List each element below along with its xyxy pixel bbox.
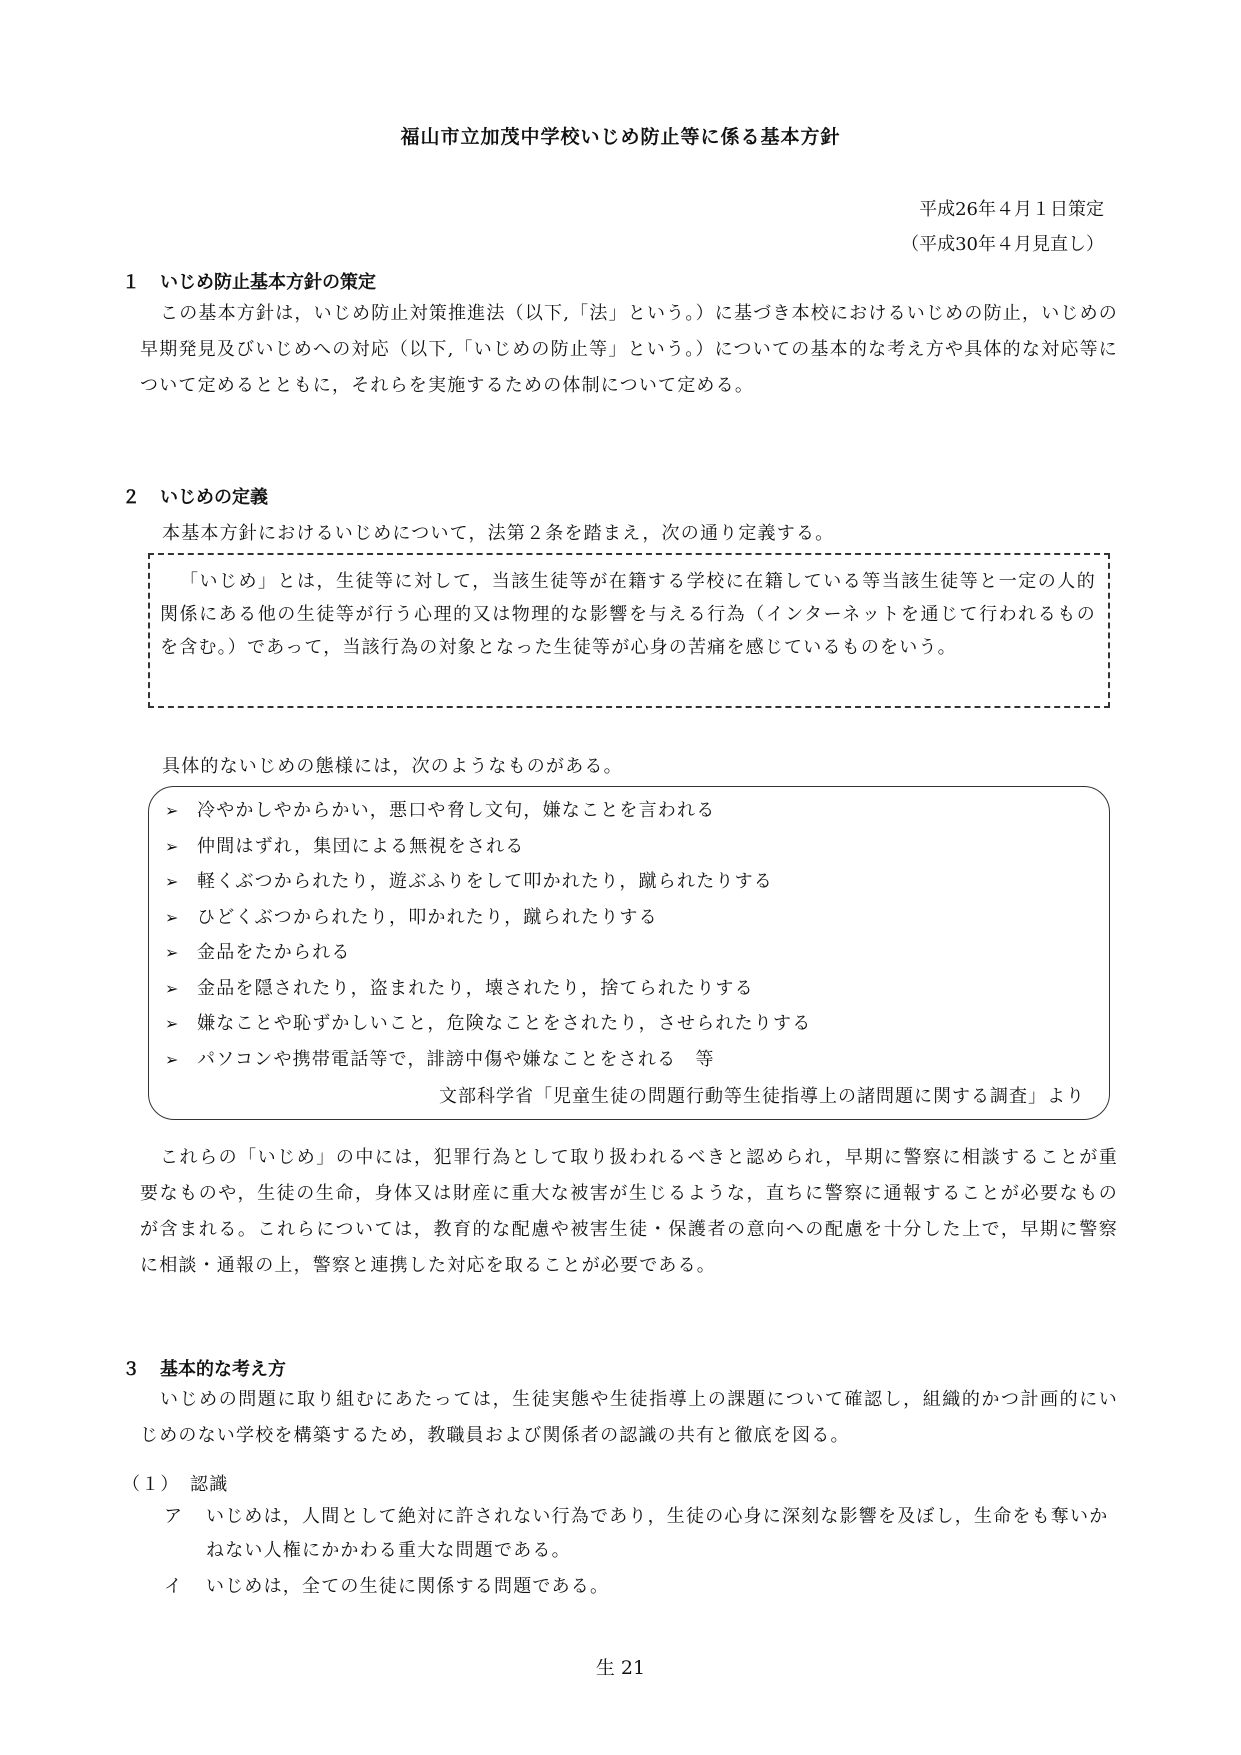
section-1-number: １ — [122, 272, 140, 293]
arrow-bullet-icon: ➢ — [165, 872, 180, 891]
list-item: ➢ 金品をたかられる — [165, 935, 811, 971]
list-item — [164, 1500, 1118, 1568]
section-2-intro: 本基本方針におけるいじめについて，法第２条を踏まえ，次の通り定義する。 — [162, 523, 835, 544]
section-2-number: ２ — [122, 487, 140, 508]
arrow-bullet-icon: ➢ — [165, 1014, 180, 1033]
list-item — [164, 1570, 1118, 1604]
list-item: ➢ 仲間はずれ，集団による無視をされる — [165, 829, 811, 865]
arrow-bullet-icon: ➢ — [165, 943, 180, 962]
examples-box — [148, 786, 1110, 1120]
section-3-text: いじめの問題に取り組むにあたっては，生徒実態や生徒指導上の課題について確認し，組織的かつ計画的にいじめのない学校を構築するため，教職員および関係者の認識の共有と徹底を図る。 — [140, 1389, 1118, 1446]
section-2-heading — [122, 483, 268, 509]
examples-list — [165, 793, 811, 1077]
subsection-1-label: （１） — [122, 1474, 180, 1495]
list-item: ➢ 嫌なことや恥ずかしいこと，危険なことをされたり，させられたりする — [165, 1006, 811, 1042]
section-1-title: いじめ防止基本方針の策定 — [160, 272, 376, 293]
list-item: ➢ 軽くぶつかられたり，遊ぶふりをして叩かれたり，蹴られたりする — [165, 864, 811, 900]
definition-box — [148, 553, 1110, 708]
list-item: ➢ 金品を隠されたり，盗まれたり，壊されたり，捨てられたりする — [165, 971, 811, 1007]
subsection-1-heading — [122, 1470, 228, 1496]
established-date: 平成26年４月１日策定 — [919, 199, 1104, 220]
section-1-text: この基本方針は，いじめ防止対策推進法（以下,「法」という。）に基づき本校におけるいじめの防止，いじめの早期発見及びいじめへの対応（以下,「いじめの防止等」という。）についての基本的な考え方や具体的な対応等について定めるとともに，それらを実施するための体制について定める。 — [140, 303, 1118, 396]
item-text: いじめは，全ての生徒に関係する問題である。 — [206, 1576, 610, 1597]
item-text: いじめは，人間として絶対に許されない行為であり，生徒の心身に深刻な影響を及ぼし，生命をも奪いかねない人権にかかわる重大な問題である。 — [206, 1506, 1109, 1561]
source-citation: 文部科学省「児童生徒の問題行動等生徒指導上の諸問題に関する調査」より — [439, 1086, 1085, 1107]
section-3-number: ３ — [122, 1359, 140, 1380]
item-label: イ — [164, 1576, 184, 1597]
arrow-bullet-icon: ➢ — [165, 1049, 180, 1069]
page-number: 生 21 — [595, 1657, 646, 1679]
list-item: ➢ 冷やかしやからかい，悪口や脅し文句，嫌なことを言われる — [165, 793, 811, 829]
revised-date: （平成30年４月見直し） — [901, 234, 1104, 255]
list-item: ➢ パソコンや携帯電話等で，誹謗中傷や嫌なことをされる 等 — [165, 1042, 811, 1078]
section-3-heading — [122, 1355, 286, 1381]
list-item: ➢ ひどくぶつかられたり，叩かれたり，蹴られたりする — [165, 900, 811, 936]
definition-text: 「いじめ」とは，生徒等に対して，当該生徒等が在籍する学校に在籍している等当該生徒等と一定の人的関係にある他の生徒等が行う心理的又は物理的な影響を与える行為（インターネットを通じて行われるものを含む。）であって，当該行為の対象となった生徒等が心身の苦痛を感じているものをいう。 — [160, 571, 1096, 658]
arrow-bullet-icon: ➢ — [165, 801, 180, 820]
section-2-title: いじめの定義 — [160, 487, 268, 508]
item-label: ア — [164, 1506, 184, 1527]
arrow-bullet-icon: ➢ — [165, 907, 180, 927]
examples-intro: 具体的ないじめの態様には，次のようなものがある。 — [162, 756, 623, 777]
arrow-bullet-icon: ➢ — [165, 836, 180, 856]
subsection-1-title: 認識 — [190, 1474, 229, 1495]
section-1-heading — [122, 268, 376, 294]
section-3-title: 基本的な考え方 — [160, 1359, 286, 1380]
document-title: 福山市立加茂中学校いじめ防止等に係る基本方針 — [400, 126, 841, 148]
arrow-bullet-icon: ➢ — [165, 978, 180, 998]
section-2-closing: これらの「いじめ」の中には，犯罪行為として取り扱われるべきと認められ，早期に警察に相談することが重要なものや，生徒の生命，身体又は財産に重大な被害が生じるような，直ちに警察に通報することが必要なものが含まれる。これらについては，教育的な配慮や被害生徒・保護者の意向への配慮を十分した上で，早期に警察に相談・通報の上，警察と連携した対応を取ることが必要である。 — [140, 1147, 1118, 1276]
